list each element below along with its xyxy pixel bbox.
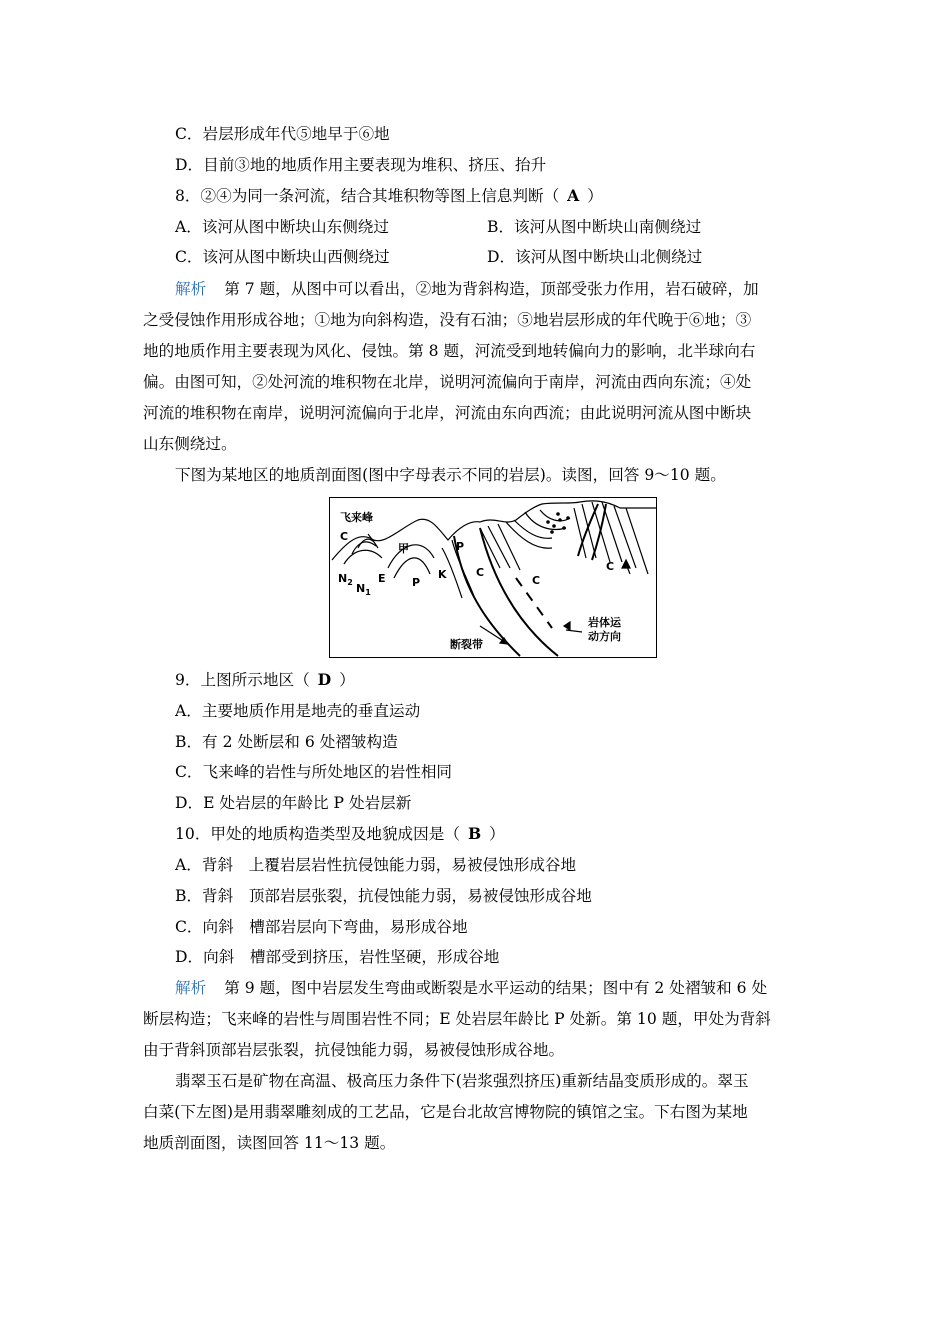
rock-label-c3: C — [532, 574, 541, 587]
rock-label-n2-sub: 2 — [347, 578, 353, 587]
q9-option-b: B．有 2 处断层和 6 处褶皱构造 — [175, 733, 398, 751]
q8-stem-close: ） — [587, 187, 603, 205]
q8-option-b: B．该河从图中断块山南侧绕过 — [487, 218, 702, 236]
q9-option-a: A．主要地质作用是地壳的垂直运动 — [175, 702, 421, 720]
rock-label-e: E — [378, 572, 386, 585]
intro-11-13-line-1: 翡翠玉石是矿物在高温、极高压力条件下(岩浆强烈挤压)重新结晶变质形成的。翠玉 — [175, 1072, 749, 1090]
q8-option-d: D．该河从图中断块山北侧绕过 — [487, 248, 703, 266]
analysis1-line-2: 之受侵蚀作用形成谷地；①地为向斜构造，没有石油；⑤地岩层形成的年代晚于⑥地；③ — [143, 311, 752, 329]
label-feilaifeng: 飞来峰 — [340, 511, 373, 524]
q8-option-c: C．该河从图中断块山西侧绕过 — [175, 248, 390, 266]
label-yanti-1: 岩体运 — [588, 616, 621, 629]
analysis1-line-6: 山东侧绕过。 — [143, 435, 237, 453]
analysis1-line-5: 河流的堆积物在南岸，说明河流偏向于北岸，河流由东向西流；由此说明河流从图中断块 — [143, 404, 752, 422]
q9-answer: D — [317, 670, 332, 689]
q9-stem-close: ） — [339, 671, 355, 689]
intro-11-13-line-3: 地质剖面图，读图回答 11～13 题。 — [143, 1134, 396, 1152]
q10-option-d: D．向斜 槽部受到挤压，岩性坚硬，形成谷地 — [175, 948, 500, 966]
q10-stem-close: ） — [489, 825, 505, 843]
analysis2-line-3: 由于背斜顶部岩层张裂，抗侵蚀能力弱，易被侵蚀形成谷地。 — [143, 1041, 565, 1059]
intro-9-10: 下图为某地区的地质剖面图(图中字母表示不同的岩层)。读图，回答 9～10 题。 — [175, 466, 726, 484]
intro-11-13-line-2: 白菜(下左图)是用翡翠雕刻成的工艺品，它是台北故宫博物院的镇馆之宝。下右图为某地 — [143, 1103, 748, 1121]
rock-label-n1-sub: 1 — [365, 588, 371, 597]
q10-option-a: A．背斜 上覆岩层岩性抗侵蚀能力弱，易被侵蚀形成谷地 — [175, 856, 577, 874]
rock-label-p1: P — [412, 576, 421, 589]
analysis1-line-4: 偏。由图可知，②处河流的堆积物在北岸，说明河流偏向于南岸，河流由西向东流；④处 — [143, 373, 752, 391]
q8-answer: A — [567, 186, 580, 205]
geologic-section-figure — [329, 497, 657, 658]
label-jia: 甲 — [398, 542, 409, 555]
rock-label-c1: C — [340, 530, 349, 543]
q9-stem-text: 9．上图所示地区（ — [175, 671, 310, 689]
analysis2-text-1: 第 9 题，图中岩层发生弯曲或断裂是水平运动的结果；图中有 2 处褶皱和 6 处 — [224, 979, 768, 997]
rock-label-c2: C — [476, 566, 485, 579]
q7-option-d: D．目前③地的地质作用主要表现为堆积、挤压、抬升 — [175, 156, 547, 174]
rock-label-n1 — [356, 582, 371, 597]
q9-stem — [175, 670, 355, 690]
label-yanti-2: 动方向 — [588, 630, 621, 643]
rock-label-n2-letter: N — [338, 572, 348, 585]
geologic-section-drawing — [330, 498, 658, 659]
rock-label-c4: C — [606, 560, 615, 573]
q8-stem — [175, 186, 603, 206]
q10-option-c: C．向斜 槽部岩层向下弯曲，易形成谷地 — [175, 918, 468, 936]
analysis2-label: 解析 — [175, 979, 207, 997]
q8-stem-text: 8．②④为同一条河流，结合其堆积物等图上信息判断（ — [175, 187, 560, 205]
q10-answer: B — [467, 824, 482, 843]
analysis1-text-1: 第 7 题，从图中可以看出，②地为背斜构造，顶部受张力作用，岩石破碎，加 — [224, 280, 759, 298]
rock-label-n1-letter: N — [356, 582, 366, 595]
label-duanliedai: 断裂带 — [450, 638, 483, 651]
q8-option-a: A．该河从图中断块山东侧绕过 — [175, 218, 389, 236]
rock-label-n2 — [338, 572, 353, 587]
analysis1-line-3: 地的地质作用主要表现为风化、侵蚀。第 8 题，河流受到地转偏向力的影响，北半球向右 — [143, 342, 756, 360]
analysis2-line-1 — [175, 978, 767, 998]
rock-label-p2: P — [456, 540, 465, 553]
rock-label-k: K — [438, 568, 447, 581]
q10-stem — [175, 824, 505, 844]
analysis1-label: 解析 — [175, 280, 207, 298]
q9-option-d: D．E 处岩层的年龄比 P 处岩层新 — [175, 794, 412, 812]
analysis2-line-2: 断层构造；飞来峰的岩性与周围岩性不同；E 处岩层年龄比 P 处新。第 10 题，甲处为背斜 — [143, 1010, 771, 1028]
q10-stem-text: 10．甲处的地质构造类型及地貌成因是（ — [175, 825, 460, 843]
q9-option-c: C．飞来峰的岩性与所处地区的岩性相同 — [175, 763, 453, 781]
q10-option-b: B．背斜 顶部岩层张裂，抗侵蚀能力弱，易被侵蚀形成谷地 — [175, 887, 592, 905]
analysis1-line-1 — [175, 279, 759, 299]
q7-option-c: C．岩层形成年代⑤地早于⑥地 — [175, 125, 390, 143]
